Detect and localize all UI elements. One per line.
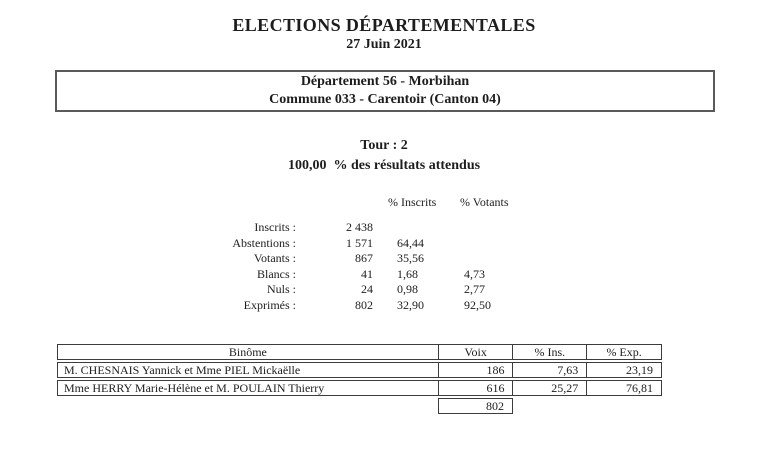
results-table [57,344,662,414]
stat-value: 1 571 [346,235,373,250]
stat-value: 802 [355,297,373,312]
participation-stats-block [0,220,768,314]
stat-pct-votants: 4,73 [464,266,485,281]
stat-value: 2 438 [346,220,373,234]
votes-value: 186 [438,363,513,377]
location-header-box [55,70,715,112]
stat-label: Nuls : [266,282,296,297]
page-date: 27 Juin 2021 [346,37,422,52]
results-completeness-label: 100,00 % des résultats attendus [287,158,481,173]
stat-row-inscrits [0,220,768,236]
stat-row-exprimes [0,298,768,314]
stat-label: Votants : [253,251,296,266]
stat-row-blancs [0,267,768,283]
pct-inscrits-value: 25,27 [512,381,586,395]
stat-pct-inscrits: 35,56 [397,251,424,266]
stat-label: Abstentions : [232,235,296,250]
table-row [57,380,662,396]
stat-pct-inscrits: 0,98 [397,282,418,297]
stat-pct-votants: 2,77 [464,282,485,297]
stat-value: 41 [361,266,373,281]
table-row [57,362,662,378]
column-header-binome: Binôme [228,345,267,359]
stat-value: 867 [355,251,373,266]
commune-label: Commune 033 - Carentoir (Canton 04) [269,92,501,107]
column-header-pct-ins: % Ins. [512,345,586,359]
pct-inscrits-column-header: % Inscrits [388,195,437,209]
stat-label: Exprimés : [243,297,296,312]
stat-pct-inscrits: 1,68 [397,266,418,281]
stat-row-votants [0,251,768,267]
stat-pct-inscrits: 64,44 [397,235,424,250]
departement-label: Département 56 - Morbihan [300,74,470,89]
column-header-voix: Voix [438,345,513,359]
stat-label: Inscrits : [254,220,296,234]
stat-pct-inscrits: 32,90 [397,297,424,312]
stat-pct-votants: 92,50 [464,297,491,312]
results-table-header-row [57,344,662,360]
page-title: ELECTIONS DÉPARTEMENTALES [232,15,536,35]
candidate-pair-name: Mme HERRY Marie-Hélène et M. POULAIN Thierry [64,381,325,395]
votes-value: 616 [438,381,513,395]
stat-value: 24 [361,282,373,297]
pct-votants-column-header: % Votants [460,195,509,209]
stat-label: Blancs : [257,266,296,281]
total-votes-cell: 802 [438,398,513,414]
pct-inscrits-value: 7,63 [512,363,586,377]
stat-row-nuls [0,282,768,298]
stat-row-abstentions [0,236,768,252]
tour-label: Tour : 2 [360,138,408,153]
candidate-pair-name: M. CHESNAIS Yannick et Mme PIEL Mickaëlle [64,363,301,377]
pct-exprimes-value: 23,19 [586,363,661,377]
column-header-pct-exp: % Exp. [586,345,661,359]
pct-exprimes-value: 76,81 [586,381,661,395]
